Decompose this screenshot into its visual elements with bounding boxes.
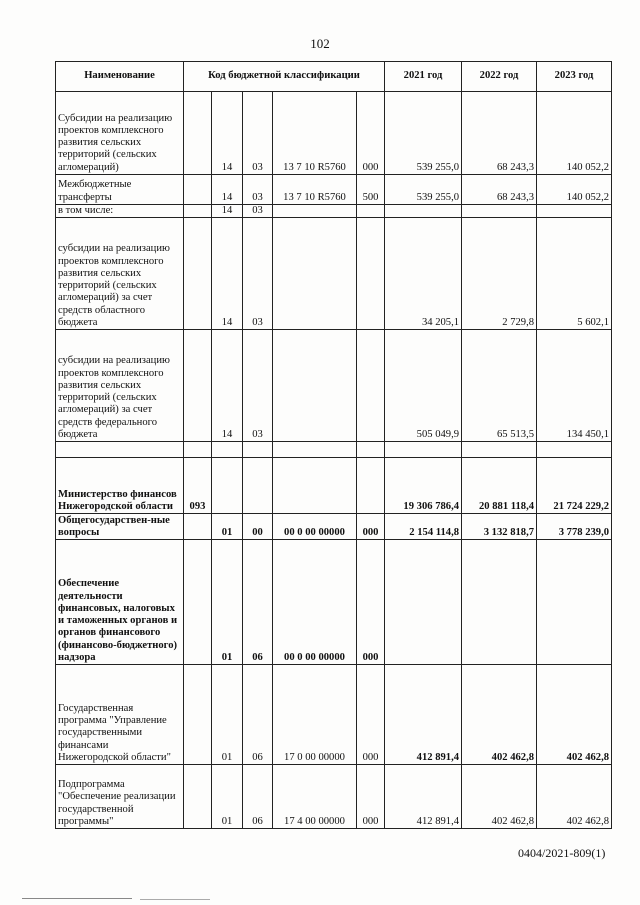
code-section: 01 (212, 665, 243, 765)
row-name: Общегосударствен-ные вопросы (56, 514, 184, 540)
row-name: в том числе: (56, 205, 184, 218)
code-target-article (273, 442, 357, 458)
header-2021: 2021 год (385, 62, 462, 92)
code-expense-type (357, 458, 385, 514)
scan-artifact-line (22, 898, 132, 899)
table-row (56, 205, 612, 218)
code-target-article (273, 205, 357, 218)
value-2022: 3 132 818,7 (462, 514, 537, 540)
table-row (56, 330, 612, 442)
code-subsection: 06 (243, 540, 273, 665)
code-target-article: 17 0 00 00000 (273, 665, 357, 765)
code-subsection: 03 (243, 330, 273, 442)
header-2022: 2022 год (462, 62, 537, 92)
code-ministry (184, 514, 212, 540)
scan-artifact-line (140, 899, 210, 900)
code-target-article (273, 330, 357, 442)
code-ministry (184, 218, 212, 330)
value-2022 (462, 442, 537, 458)
value-2021 (385, 205, 462, 218)
table-row (56, 458, 612, 514)
code-subsection (243, 442, 273, 458)
value-2023 (537, 442, 612, 458)
code-section: 01 (212, 514, 243, 540)
code-subsection: 03 (243, 175, 273, 205)
value-2021: 505 049,9 (385, 330, 462, 442)
code-expense-type: 000 (357, 92, 385, 175)
header-code: Код бюджетной классификации (184, 62, 385, 92)
page-number: 102 (310, 36, 330, 51)
budget-table (55, 61, 612, 829)
row-name: субсидии на реализацию проектов комплексного развития сельских территорий (сельских агломераций) за счет средств областного бюджета (56, 218, 184, 330)
row-name: Государственная программа "Управление государственными финансами Нижегородской области" (56, 665, 184, 765)
code-expense-type (357, 330, 385, 442)
value-2021: 539 255,0 (385, 92, 462, 175)
table-row (56, 92, 612, 175)
code-ministry (184, 175, 212, 205)
table-row (56, 540, 612, 665)
code-subsection: 00 (243, 514, 273, 540)
value-2023: 402 462,8 (537, 665, 612, 765)
table-row (56, 175, 612, 205)
value-2023 (537, 205, 612, 218)
value-2022: 2 729,8 (462, 218, 537, 330)
value-2021: 34 205,1 (385, 218, 462, 330)
code-expense-type: 000 (357, 765, 385, 829)
code-subsection: 06 (243, 765, 273, 829)
value-2022 (462, 205, 537, 218)
value-2022: 20 881 118,4 (462, 458, 537, 514)
code-ministry (184, 205, 212, 218)
code-section (212, 442, 243, 458)
row-name: субсидии на реализацию проектов комплексного развития сельских территорий (сельских агломераций) за счет средств федерального бюджета (56, 330, 184, 442)
value-2021 (385, 442, 462, 458)
document-code: 0404/2021-809(1) (518, 846, 606, 860)
code-ministry (184, 330, 212, 442)
value-2021: 539 255,0 (385, 175, 462, 205)
row-name (56, 442, 184, 458)
value-2021: 19 306 786,4 (385, 458, 462, 514)
code-ministry (184, 442, 212, 458)
code-section: 14 (212, 205, 243, 218)
value-2022: 68 243,3 (462, 92, 537, 175)
code-ministry (184, 665, 212, 765)
value-2023: 140 052,2 (537, 175, 612, 205)
table-row (56, 665, 612, 765)
value-2021: 412 891,4 (385, 665, 462, 765)
code-subsection: 03 (243, 205, 273, 218)
value-2023: 134 450,1 (537, 330, 612, 442)
table-row (56, 218, 612, 330)
row-name: Межбюджетные трансферты (56, 175, 184, 205)
code-section (212, 458, 243, 514)
value-2022: 402 462,8 (462, 765, 537, 829)
code-target-article (273, 218, 357, 330)
value-2023: 21 724 229,2 (537, 458, 612, 514)
code-section: 14 (212, 330, 243, 442)
code-target-article: 17 4 00 00000 (273, 765, 357, 829)
code-subsection: 06 (243, 665, 273, 765)
value-2023 (537, 540, 612, 665)
code-ministry: 093 (184, 458, 212, 514)
value-2021 (385, 540, 462, 665)
table-row (56, 765, 612, 829)
header-name: Наименование (56, 62, 184, 92)
code-target-article: 13 7 10 R5760 (273, 175, 357, 205)
row-name: Обеспечение деятельности финансовых, налоговых и таможенных органов и органов финансового (финансово-бюджетного) надзора (56, 540, 184, 665)
value-2022: 68 243,3 (462, 175, 537, 205)
value-2023: 140 052,2 (537, 92, 612, 175)
code-target-article (273, 458, 357, 514)
code-section: 01 (212, 765, 243, 829)
code-expense-type (357, 205, 385, 218)
table-header-row (56, 62, 612, 92)
code-target-article: 00 0 00 00000 (273, 514, 357, 540)
code-target-article: 13 7 10 R5760 (273, 92, 357, 175)
value-2021: 2 154 114,8 (385, 514, 462, 540)
code-expense-type (357, 218, 385, 330)
value-2023: 3 778 239,0 (537, 514, 612, 540)
code-target-article: 00 0 00 00000 (273, 540, 357, 665)
code-subsection (243, 458, 273, 514)
code-expense-type: 000 (357, 514, 385, 540)
code-subsection: 03 (243, 218, 273, 330)
row-name: Министерство финансов Нижегородской области (56, 458, 184, 514)
header-2023: 2023 год (537, 62, 612, 92)
table-row (56, 442, 612, 458)
code-subsection: 03 (243, 92, 273, 175)
code-section: 14 (212, 218, 243, 330)
table-row (56, 514, 612, 540)
value-2021: 412 891,4 (385, 765, 462, 829)
row-name: Подпрограмма "Обеспечение реализации государственной программы" (56, 765, 184, 829)
code-expense-type: 500 (357, 175, 385, 205)
value-2023: 5 602,1 (537, 218, 612, 330)
code-expense-type: 000 (357, 665, 385, 765)
code-section: 14 (212, 175, 243, 205)
code-section: 01 (212, 540, 243, 665)
value-2022: 65 513,5 (462, 330, 537, 442)
value-2023: 402 462,8 (537, 765, 612, 829)
code-ministry (184, 765, 212, 829)
code-ministry (184, 92, 212, 175)
code-expense-type (357, 442, 385, 458)
row-name: Субсидии на реализацию проектов комплексного развития сельских территорий (сельских агломераций) (56, 92, 184, 175)
code-ministry (184, 540, 212, 665)
code-expense-type: 000 (357, 540, 385, 665)
value-2022 (462, 540, 537, 665)
value-2022: 402 462,8 (462, 665, 537, 765)
code-section: 14 (212, 92, 243, 175)
